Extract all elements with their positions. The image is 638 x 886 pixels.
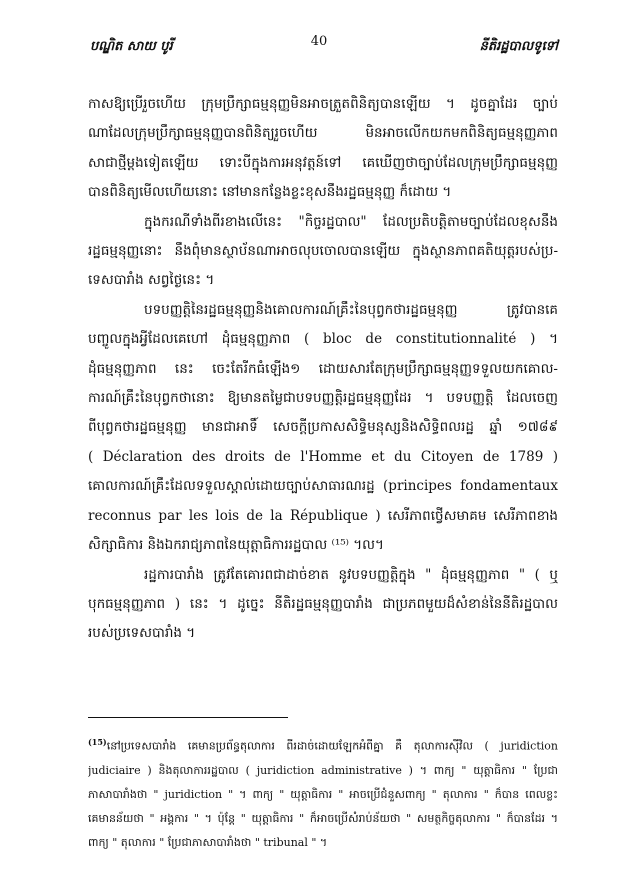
header-book-title: នីតិរដ្ឋបាលទូទៅ — [479, 39, 558, 54]
body-line: បញ្ចូលក្នុងអ្វីដែលគេហៅ ដុំធម្មនុញ្ញភាព ( bloc de constitutionnalité ) ។ — [88, 331, 558, 348]
body-line: បានពិនិត្យមើលហើយនោះ នៅមានកន្លែងខ្លះខុសនឹងរដ្ឋធម្មនុញ្ញ ក៏ដោយ ។ — [88, 184, 452, 201]
body-line: ពីបុព្វកថារដ្ឋធម្មនុញ្ញ មានជាអាទិ៍ សេចក្ដីប្រកាសសិទ្ធិមនុស្សនិងសិទ្ធិពលរដ្ឋ ឆ្នាំ ១៧៨៩ — [88, 419, 558, 436]
footnote-line-text: នៅប្រទេសបារាំង គេមានប្រព័ន្ធតុលាការ ពីរដាច់ដោយឡែកអំពីគ្នា គឺ តុលាការស៊ីវិល ( juridiction — [106, 739, 558, 753]
body-text — [88, 90, 558, 649]
footnote-line: ភាសាបារាំងថា " juridiction " ។ ពាក្យ " យុត្តាធិការ " អាចប្រើជំនួសពាក្យ " តុលាការ " ក៏បាន ពេលខ្លះ — [88, 787, 558, 801]
body-line: បទបញ្ញត្តិនៃរដ្ឋធម្មនុញ្ញនិងគោលការណ៍គ្រឹះនៃបុព្វកថារដ្ឋធម្មនុញ្ញ ត្រូវបានគេ — [144, 301, 558, 318]
page-number: 40 — [310, 34, 328, 49]
body-line: ណាដែលក្រុមប្រឹក្សាធម្មនុញ្ញបានពិនិត្យរួចហើយ មិនអាចលើកយកមកពិនិត្យធម្មនុញ្ញភាព — [88, 125, 558, 142]
footnote-separator — [88, 717, 288, 718]
body-line: កាសឱ្យប្រើរួចហើយ ក្រុមប្រឹក្សាធម្មនុញ្ញមិនអាចត្រួតពិនិត្យបានឡើយ ។ ដូចគ្នាដែរ ច្បាប់ — [88, 96, 558, 112]
body-line: គោលការណ៍គ្រឹះដែលទទួលស្គាល់ដោយច្បាប់សាធារណរដ្ឋ (principes fondamentaux — [88, 478, 558, 495]
footnote-marker: (15) — [88, 737, 107, 747]
body-line: រដ្ឋការបារាំង ត្រូវតែគោរពជាដាច់ខាត នូវបទបញ្ញត្តិក្នុង " ដុំធម្មនុញ្ញភាព " ( ឬ — [144, 566, 558, 583]
body-line: សាជាថ្មីម្ដងទៀតឡើយ ទោះបីក្នុងការអនុវត្តន៍ទៅ គេឃើញថាច្បាប់ដែលក្រុមប្រឹក្សាធម្មនុញ្ញ — [88, 154, 558, 171]
header-author: បណ្ឌិត សាយ បូរី — [90, 39, 173, 54]
footnote-line: គេមានន័យថា " អង្គការ " ។ ប៉ុន្តែ " យុត្តាធិការ " ក៏អាចប្រើសំរាប់ន័យថា " សមត្ថកិច្ចតុលាការ " ក៏បានដែរ ។ — [88, 811, 558, 825]
body-line: ( Déclaration des droits de l'Homme et du Citoyen de 1789 ) — [88, 448, 558, 465]
footnote-line: ពាក្យ " តុលាការ " ប្រែជាភាសាបារាំងថា " tribunal " ។ — [88, 835, 328, 849]
footnote-line — [88, 730, 558, 759]
body-line: រដ្ឋធម្មនុញ្ញនោះ នឹងពុំមានស្ថាប័នណាអាចលុបចោលបានឡើយ ក្នុងស្ថានភាពគតិយុត្តរបស់ប្រ- — [88, 243, 558, 260]
body-line: ទេសបារាំង សព្វថ្ងៃនេះ ។ — [88, 272, 215, 289]
footnote — [88, 730, 558, 855]
body-line: reconnus par les lois de la République ) សេរីភាពថ្វើសមាគម សេរីភាពខាង — [88, 507, 558, 524]
footnote-line: judiciaire ) និងតុលាការរដ្ឋបាល ( juridiction administrative ) ។ ពាក្យ " យុត្តាធិការ " ប្រែជា — [88, 763, 558, 777]
body-line: សិក្សាធិការ និងឯករាជ្យភាពនៃយុត្តាធិការរដ្ឋបាល ⁽¹⁵⁾ ។ល។ — [88, 537, 384, 554]
body-line: ការណ៍គ្រឹះនៃបុព្វកថានោះ ឱ្យមានតម្លៃជាបទបញ្ញត្តិរដ្ឋធម្មនុញ្ញដែរ ។ បទបញ្ញត្តិ ដែលចេញ — [88, 390, 558, 407]
body-line: បុកធម្មនុញ្ញភាព ) នេះ ។ ដូច្នេះ នីតិរដ្ឋធម្មនុញ្ញបារាំង ជាប្រភពមួយដ៏សំខាន់នៃនីតិរដ្ឋបាល — [88, 595, 558, 612]
body-line: របស់ប្រទេសបារាំង ។ — [88, 625, 196, 642]
body-line: ក្នុងករណីទាំងពីរខាងលើនេះ "កិច្ចរដ្ឋបាល" ដែលប្រតិបត្តិតាមច្បាប់ដែលខុសនឹង — [144, 213, 558, 230]
body-line: ដុំធម្មនុញ្ញភាព នេះ ចេះតែរីកធំឡើង១ ដោយសារតែក្រុមប្រឹក្សាធម្មនុញ្ញទទួលយកគោល- — [88, 360, 558, 377]
